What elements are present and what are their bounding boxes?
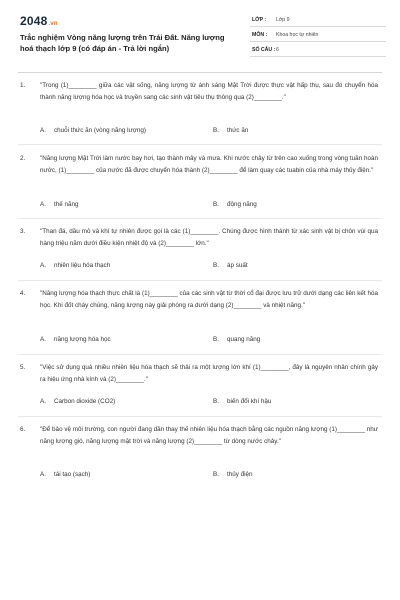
option-text: động năng <box>226 201 257 208</box>
option-a[interactable] <box>40 201 78 208</box>
meta-label: SỐ CÂU : <box>252 47 276 53</box>
option-text: Carbon dioxide (CO2) <box>53 398 116 405</box>
option-key: A. <box>40 398 46 405</box>
question-number: 4. <box>20 290 26 297</box>
meta-box <box>250 14 386 59</box>
meta-row-count <box>250 44 386 57</box>
option-b[interactable] <box>213 471 253 478</box>
meta-label: MÔN : <box>252 32 268 38</box>
question-number: 6. <box>20 426 26 433</box>
question-separator <box>18 144 382 145</box>
site-logo[interactable] <box>20 14 58 28</box>
question-separator <box>18 416 382 417</box>
option-key: A. <box>40 201 46 208</box>
option-key: A. <box>40 471 46 478</box>
document-title: Trắc nghiệm Vòng năng lượng trên Trái Đất. Năng lượng hoá thạch lớp 9 (có đáp án - Trả lời ngắn) <box>20 33 225 53</box>
option-b[interactable] <box>213 398 271 405</box>
option-key: B. <box>213 471 219 478</box>
meta-row-subject <box>250 29 386 42</box>
header-divider <box>18 72 382 73</box>
option-key: A. <box>40 336 46 343</box>
option-b[interactable] <box>213 262 248 269</box>
option-text: quang năng <box>226 336 261 343</box>
question-separator <box>18 354 382 355</box>
option-key: B. <box>213 398 219 405</box>
option-text: biến đổi khí hậu <box>226 398 272 405</box>
option-text: tái tạo (sạch) <box>53 471 91 478</box>
option-a[interactable] <box>40 262 110 269</box>
option-key: B. <box>213 201 219 208</box>
header <box>18 12 384 66</box>
option-text: thủy điện <box>226 471 253 478</box>
question-number: 2. <box>20 155 26 162</box>
option-text: thức ăn <box>226 127 249 134</box>
option-a[interactable] <box>40 336 111 343</box>
meta-value: 6 <box>276 47 279 53</box>
option-text: thế năng <box>53 201 79 208</box>
question-separator <box>18 280 382 281</box>
question-number: 1. <box>20 82 26 89</box>
question-stem: "Than đá, dầu mỏ và khí tự nhiên được gọi là các (1)________. Chúng được hình thành từ xác sinh vật bị chôn vùi qua hàng triệu năm dưới điều kiện nhiệt độ và (2)________ lớn." <box>40 228 378 247</box>
logo-text: 2048 <box>20 14 48 28</box>
option-b[interactable] <box>213 201 257 208</box>
option-a[interactable] <box>40 398 115 405</box>
option-text: năng lượng hóa học <box>53 336 111 343</box>
option-a[interactable] <box>40 127 146 134</box>
question-stem: "Trong (1)________ giữa các vật sống, năng lượng từ ánh sáng Mặt Trời được thực vật hấp thụ, sau đó chuyển hóa thành năng lượng hóa học và truyền sang các sinh vật tiêu thụ thông qua (2)________." <box>40 82 378 101</box>
option-b[interactable] <box>213 336 260 343</box>
option-a[interactable] <box>40 471 90 478</box>
logo-suffix: .vn <box>48 21 58 27</box>
meta-label: LỚP : <box>252 17 267 23</box>
meta-value: Khoa học tự nhiên <box>276 32 319 38</box>
option-text: nhiên liệu hóa thạch <box>53 262 111 269</box>
question-stem: "Để bảo vệ môi trường, con người đang dần thay thế nhiên liệu hóa thạch bằng các nguồn năng lượng (1)________ như năng lượng gió, năng lượng mặt trời và năng lượng (2)________ từ dòng nước chảy." <box>40 426 378 445</box>
option-text: áp suất <box>226 262 248 269</box>
option-key: B. <box>213 127 219 134</box>
question-separator <box>18 218 382 219</box>
meta-value: Lớp 9 <box>276 17 290 23</box>
question-stem: "Việc sử dụng quá nhiều nhiên liệu hóa thạch sẽ thải ra một lượng lớn khí (1)________, đây là nguyên nhân chính gây ra hiệu ứng nhà kính và (2)________." <box>40 364 378 383</box>
question-number: 5. <box>20 364 26 371</box>
option-b[interactable] <box>213 127 248 134</box>
meta-row-class <box>250 14 386 27</box>
option-key: B. <box>213 262 219 269</box>
option-key: B. <box>213 336 219 343</box>
question-number: 3. <box>20 228 26 235</box>
option-key: A. <box>40 262 46 269</box>
option-text: chuỗi thức ăn (vòng năng lượng) <box>53 127 146 134</box>
question-stem: "Năng lượng Mặt Trời làm nước bay hơi, tạo thành mây và mưa. Khi nước chảy từ trên cao xuống trong vòng tuần hoàn nước, (1)________ của nước đã được chuyển hóa thành (2)________ để làm quay các tuabin của nhà máy thủy điện." <box>40 155 378 174</box>
option-key: A. <box>40 127 46 134</box>
question-stem: "Năng lượng hóa thạch thực chất là (1)________ của các sinh vật từ thời cổ đại được lưu trữ dưới dạng các liên kết hóa học. Khi đốt cháy chúng, năng lượng này giải phóng ra dưới dạng (2)________ và nhiệt năng." <box>40 290 378 309</box>
